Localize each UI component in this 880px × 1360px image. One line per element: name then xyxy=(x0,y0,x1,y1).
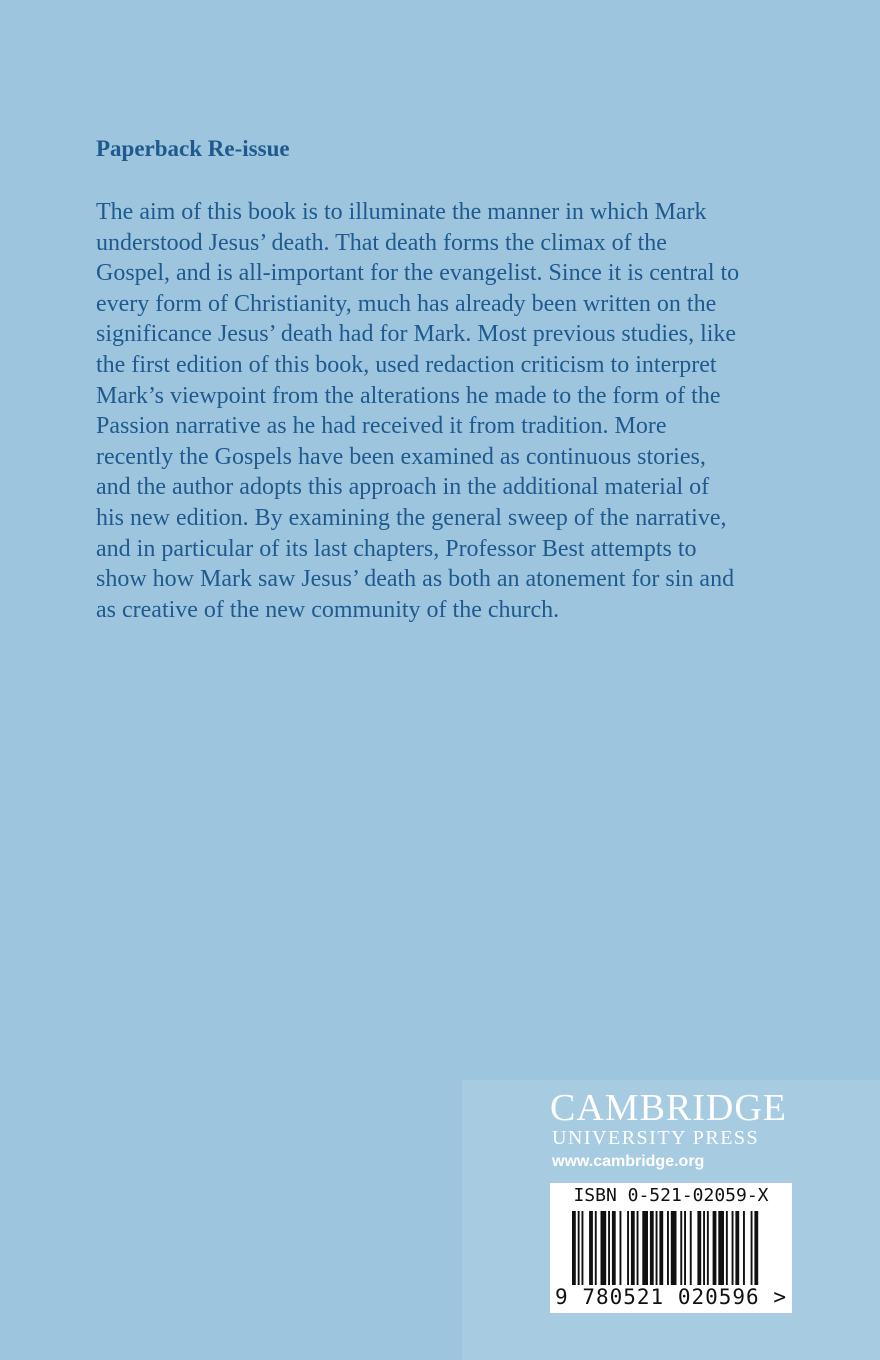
ean-number: 9 780521 020596 > xyxy=(555,1285,787,1309)
blurb-line: recently the Gospels have been examined as continuous stories, xyxy=(96,443,706,470)
blurb-line: Gospel, and is all-important for the evangelist. Since it is central to xyxy=(96,260,740,287)
isbn-label: ISBN 0-521-02059-X xyxy=(573,1185,769,1206)
blurb-line: The aim of this book is to illuminate the manner in which Mark xyxy=(96,199,707,225)
blurb-line: his new edition. By examining the general sweep of the narrative, xyxy=(96,504,727,531)
blurb-line: as creative of the new community of the church. xyxy=(96,596,560,623)
description-text xyxy=(96,197,796,625)
publisher-subtitle: UNIVERSITY PRESS xyxy=(552,1127,760,1149)
barcode-icon xyxy=(550,1211,792,1289)
blurb-line: show how Mark saw Jesus’ death as both an atonement for sin and xyxy=(96,566,735,593)
barcode-block xyxy=(550,1183,792,1313)
blurb-line: significance Jesus’ death had for Mark. Most previous studies, like xyxy=(96,321,737,348)
blurb-line: every form of Christianity, much has already been written on the xyxy=(96,290,717,317)
blurb-line: the first edition of this book, used redaction criticism to interpret xyxy=(96,351,717,378)
blurb-line: understood Jesus’ death. That death forms the climax of the xyxy=(96,229,667,256)
publisher-url: www.cambridge.org xyxy=(552,1153,705,1170)
blurb-line: and in particular of its last chapters, Professor Best attempts to xyxy=(96,535,697,562)
page-title: Paperback Re-issue xyxy=(96,136,290,161)
blurb-line: and the author adopts this approach in the additional material of xyxy=(96,474,710,501)
publisher-logo: CAMBRIDGE xyxy=(550,1087,788,1129)
blurb-line: Passion narrative as he had received it from tradition. More xyxy=(96,413,667,440)
blurb-line: Mark’s viewpoint from the alterations he made to the form of the xyxy=(96,382,721,409)
